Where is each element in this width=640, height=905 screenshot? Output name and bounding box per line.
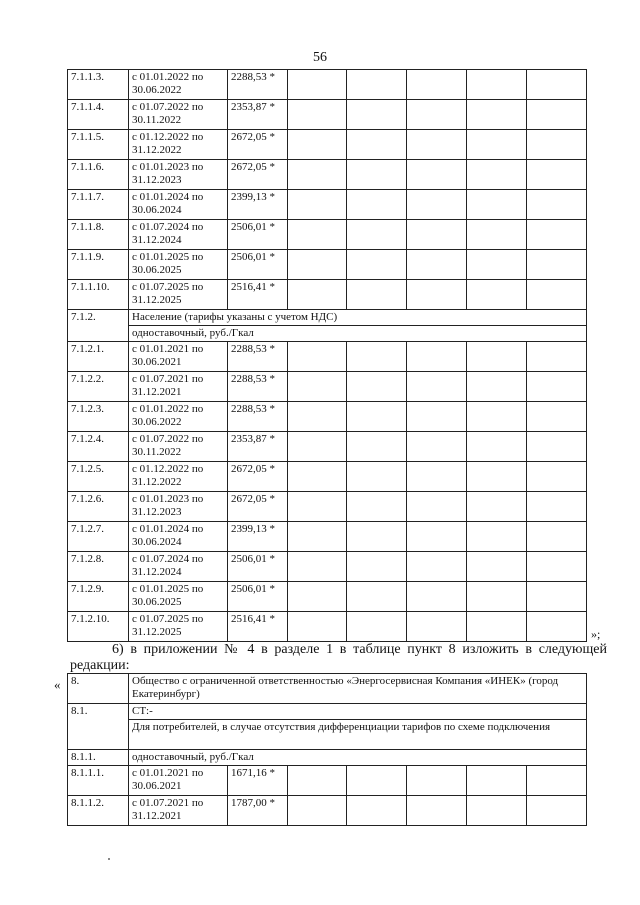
table-row-header	[68, 750, 587, 766]
row-tariff-value: 2399,13 *	[228, 522, 288, 552]
row-tariff-value: 2506,01 *	[228, 552, 288, 582]
empty-cell	[527, 190, 587, 220]
empty-cell	[288, 130, 347, 160]
row-description: СТ:-	[129, 704, 587, 720]
row-period: с 01.01.2025 по 30.06.2025	[129, 582, 228, 612]
empty-cell	[347, 796, 407, 826]
row-tariff-value: 2399,13 *	[228, 190, 288, 220]
table-row-header	[68, 674, 587, 704]
table-row	[68, 160, 587, 190]
empty-cell	[347, 402, 407, 432]
empty-cell	[407, 462, 467, 492]
empty-cell	[467, 372, 527, 402]
row-period: с 01.01.2022 по 30.06.2022	[129, 70, 228, 100]
empty-cell	[347, 552, 407, 582]
empty-cell	[407, 582, 467, 612]
empty-cell	[288, 402, 347, 432]
empty-cell	[288, 492, 347, 522]
empty-cell	[288, 372, 347, 402]
empty-cell	[467, 342, 527, 372]
table-row-header	[68, 310, 587, 326]
table-row	[68, 402, 587, 432]
row-tariff-value: 2353,87 *	[228, 432, 288, 462]
row-code: 7.1.1.7.	[68, 190, 129, 220]
row-code: 7.1.1.4.	[68, 100, 129, 130]
empty-cell	[527, 280, 587, 310]
empty-cell	[467, 796, 527, 826]
row-tariff-value: 2506,01 *	[228, 250, 288, 280]
empty-cell	[347, 432, 407, 462]
row-code: 7.1.2.4.	[68, 432, 129, 462]
empty-cell	[467, 100, 527, 130]
row-period: с 01.07.2025 по 31.12.2025	[129, 612, 228, 642]
empty-cell	[347, 462, 407, 492]
empty-cell	[527, 766, 587, 796]
table-row-header	[68, 326, 587, 342]
empty-cell	[407, 220, 467, 250]
table-row	[68, 250, 587, 280]
row-code: 7.1.1.5.	[68, 130, 129, 160]
empty-cell	[407, 250, 467, 280]
empty-cell	[347, 70, 407, 100]
empty-cell	[288, 766, 347, 796]
row-tariff-value: 2516,41 *	[228, 280, 288, 310]
table-row	[68, 220, 587, 250]
table-row	[68, 342, 587, 372]
table-row	[68, 582, 587, 612]
row-code: 7.1.2.2.	[68, 372, 129, 402]
row-tariff-value: 2288,53 *	[228, 70, 288, 100]
empty-cell	[407, 492, 467, 522]
empty-cell	[407, 160, 467, 190]
row-code: 8.1.1.2.	[68, 796, 129, 826]
empty-cell	[288, 160, 347, 190]
empty-cell	[527, 522, 587, 552]
empty-cell	[288, 280, 347, 310]
empty-cell	[407, 432, 467, 462]
row-tariff-value: 1671,16 *	[228, 766, 288, 796]
row-tariff-value: 2672,05 *	[228, 492, 288, 522]
row-period: с 01.07.2022 по 30.11.2022	[129, 432, 228, 462]
row-description: Общество с ограниченной ответственностью «Энергосервисная Компания «ИНЕК» (город Екатеринбург)	[129, 674, 587, 704]
table-row	[68, 612, 587, 642]
empty-cell	[527, 100, 587, 130]
empty-cell	[288, 432, 347, 462]
row-code: 7.1.1.9.	[68, 250, 129, 280]
empty-cell	[288, 250, 347, 280]
empty-cell	[407, 342, 467, 372]
empty-cell	[407, 552, 467, 582]
empty-cell	[288, 100, 347, 130]
empty-cell	[467, 280, 527, 310]
row-code: 7.1.1.6.	[68, 160, 129, 190]
empty-cell	[347, 190, 407, 220]
empty-cell	[407, 190, 467, 220]
row-tariff-value: 2353,87 *	[228, 100, 288, 130]
row-code: 7.1.2.6.	[68, 492, 129, 522]
empty-cell	[288, 342, 347, 372]
row-period: с 01.01.2023 по 31.12.2023	[129, 492, 228, 522]
empty-cell	[347, 342, 407, 372]
tariff-table-7	[67, 69, 587, 642]
amendment-paragraph-line1: 6) в приложении № 4 в разделе 1 в таблице пункт 8 изложить в следующей	[112, 642, 607, 657]
empty-cell	[527, 402, 587, 432]
row-period: с 01.07.2025 по 31.12.2025	[129, 280, 228, 310]
empty-cell	[467, 402, 527, 432]
row-period: с 01.07.2024 по 31.12.2024	[129, 552, 228, 582]
empty-cell	[407, 766, 467, 796]
empty-cell	[467, 70, 527, 100]
empty-cell	[347, 582, 407, 612]
empty-cell	[467, 250, 527, 280]
empty-cell	[527, 250, 587, 280]
empty-cell	[288, 582, 347, 612]
row-tariff-value: 2506,01 *	[228, 582, 288, 612]
table-row-header	[68, 720, 587, 750]
empty-cell	[527, 342, 587, 372]
row-description: Для потребителей, в случае отсутствия дифференциации тарифов по схеме подключения	[129, 720, 587, 750]
empty-cell	[527, 160, 587, 190]
empty-cell	[527, 462, 587, 492]
closing-quote-mark: »;	[591, 627, 601, 641]
empty-cell	[467, 190, 527, 220]
empty-cell	[467, 522, 527, 552]
empty-cell	[347, 250, 407, 280]
empty-cell	[347, 372, 407, 402]
empty-cell	[347, 130, 407, 160]
row-description: одноставочный, руб./Гкал	[129, 326, 587, 342]
scan-speck	[108, 858, 110, 860]
empty-cell	[288, 796, 347, 826]
empty-cell	[288, 190, 347, 220]
empty-cell	[527, 492, 587, 522]
row-code: 7.1.1.3.	[68, 70, 129, 100]
row-tariff-value: 2288,53 *	[228, 372, 288, 402]
row-tariff-value: 2672,05 *	[228, 462, 288, 492]
empty-cell	[288, 462, 347, 492]
empty-cell	[288, 70, 347, 100]
table-row	[68, 552, 587, 582]
row-tariff-value: 2672,05 *	[228, 130, 288, 160]
row-period: с 01.01.2025 по 30.06.2025	[129, 250, 228, 280]
row-code: 8.1.	[68, 704, 129, 750]
table-row	[68, 280, 587, 310]
tariff-table-8	[67, 673, 587, 826]
empty-cell	[288, 220, 347, 250]
row-code: 7.1.2.8.	[68, 552, 129, 582]
row-period: с 01.12.2022 по 31.12.2022	[129, 130, 228, 160]
table-row	[68, 372, 587, 402]
empty-cell	[467, 766, 527, 796]
empty-cell	[467, 582, 527, 612]
empty-cell	[347, 522, 407, 552]
row-period: с 01.01.2023 по 31.12.2023	[129, 160, 228, 190]
row-period: с 01.07.2021 по 31.12.2021	[129, 796, 228, 826]
row-code: 7.1.1.8.	[68, 220, 129, 250]
row-period: с 01.01.2021 по 30.06.2021	[129, 766, 228, 796]
empty-cell	[467, 432, 527, 462]
row-period: с 01.01.2024 по 30.06.2024	[129, 190, 228, 220]
empty-cell	[407, 796, 467, 826]
row-code: 7.1.2.5.	[68, 462, 129, 492]
table-row	[68, 432, 587, 462]
empty-cell	[347, 160, 407, 190]
row-code: 7.1.2.7.	[68, 522, 129, 552]
table-row	[68, 130, 587, 160]
row-period: с 01.01.2021 по 30.06.2021	[129, 342, 228, 372]
empty-cell	[527, 220, 587, 250]
row-period: с 01.07.2022 по 30.11.2022	[129, 100, 228, 130]
empty-cell	[407, 280, 467, 310]
empty-cell	[467, 220, 527, 250]
table-row	[68, 796, 587, 826]
row-code: 7.1.2.1.	[68, 342, 129, 372]
row-code: 7.1.2.10.	[68, 612, 129, 642]
empty-cell	[347, 220, 407, 250]
row-code: 7.1.1.10.	[68, 280, 129, 310]
empty-cell	[527, 612, 587, 642]
table-row	[68, 766, 587, 796]
row-code: 7.1.2.	[68, 310, 129, 342]
opening-quote-mark: «	[54, 677, 61, 692]
empty-cell	[407, 130, 467, 160]
empty-cell	[407, 522, 467, 552]
empty-cell	[347, 492, 407, 522]
empty-cell	[347, 100, 407, 130]
row-code: 8.	[68, 674, 129, 704]
row-period: с 01.01.2022 по 30.06.2022	[129, 402, 228, 432]
empty-cell	[527, 70, 587, 100]
empty-cell	[527, 552, 587, 582]
row-period: с 01.07.2021 по 31.12.2021	[129, 372, 228, 402]
table-row	[68, 190, 587, 220]
row-period: с 01.12.2022 по 31.12.2022	[129, 462, 228, 492]
empty-cell	[407, 612, 467, 642]
table-row	[68, 492, 587, 522]
page-number: 56	[313, 50, 327, 65]
empty-cell	[347, 766, 407, 796]
row-tariff-value: 1787,00 *	[228, 796, 288, 826]
table-row	[68, 462, 587, 492]
empty-cell	[288, 552, 347, 582]
row-tariff-value: 2288,53 *	[228, 342, 288, 372]
row-description: Население (тарифы указаны с учетом НДС)	[129, 310, 587, 326]
empty-cell	[467, 462, 527, 492]
empty-cell	[467, 130, 527, 160]
row-tariff-value: 2672,05 *	[228, 160, 288, 190]
empty-cell	[347, 612, 407, 642]
empty-cell	[527, 796, 587, 826]
empty-cell	[467, 552, 527, 582]
table-row	[68, 70, 587, 100]
empty-cell	[347, 280, 407, 310]
empty-cell	[467, 612, 527, 642]
row-period: с 01.07.2024 по 31.12.2024	[129, 220, 228, 250]
empty-cell	[527, 432, 587, 462]
empty-cell	[467, 492, 527, 522]
table-row-header	[68, 704, 587, 720]
table-row	[68, 522, 587, 552]
row-code: 7.1.2.9.	[68, 582, 129, 612]
row-code: 8.1.1.1.	[68, 766, 129, 796]
row-code: 8.1.1.	[68, 750, 129, 766]
empty-cell	[527, 582, 587, 612]
row-tariff-value: 2288,53 *	[228, 402, 288, 432]
amendment-paragraph-line2: редакции:	[70, 658, 130, 673]
empty-cell	[288, 612, 347, 642]
row-tariff-value: 2516,41 *	[228, 612, 288, 642]
empty-cell	[467, 160, 527, 190]
row-tariff-value: 2506,01 *	[228, 220, 288, 250]
table-row	[68, 100, 587, 130]
row-code: 7.1.2.3.	[68, 402, 129, 432]
row-period: с 01.01.2024 по 30.06.2024	[129, 522, 228, 552]
empty-cell	[527, 372, 587, 402]
empty-cell	[527, 130, 587, 160]
empty-cell	[407, 100, 467, 130]
row-description: одноставочный, руб./Гкал	[129, 750, 587, 766]
empty-cell	[407, 372, 467, 402]
empty-cell	[407, 70, 467, 100]
empty-cell	[288, 522, 347, 552]
empty-cell	[407, 402, 467, 432]
